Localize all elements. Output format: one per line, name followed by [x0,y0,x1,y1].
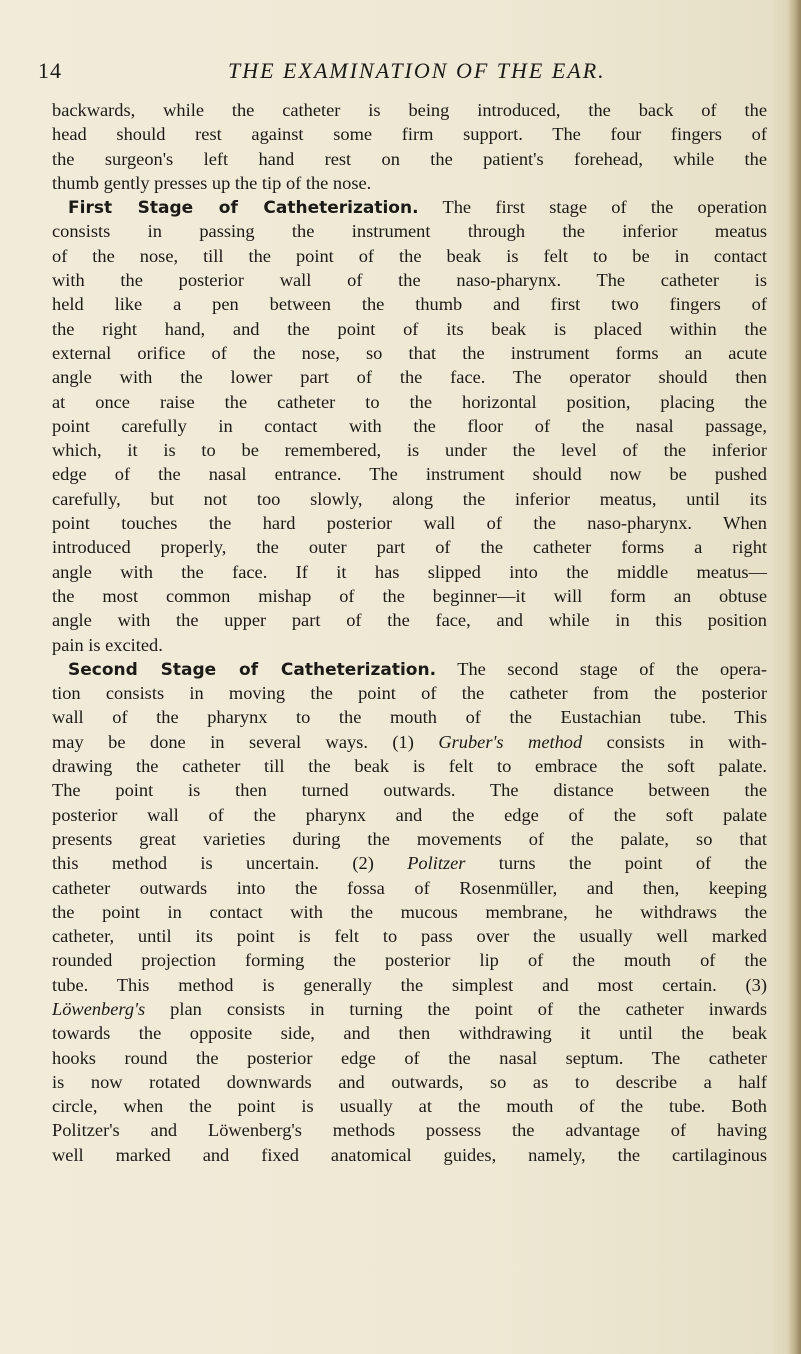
text-line [52,365,767,389]
text-line [52,560,767,584]
text-line [52,973,767,997]
text-line [52,122,767,146]
text-line [52,390,767,414]
text-run: presents great varieties during the movements of the palate, so that [52,828,767,849]
text-line [52,1021,767,1045]
text-run: the surgeon's left hand rest on the patient's forehead, while the [52,148,767,169]
text-line [52,487,767,511]
text-run: pain is excited. [52,634,163,655]
text-run: point carefully in contact with the floor of the nasal passage, [52,415,767,436]
text-line [52,219,767,243]
text-line [52,730,767,754]
text-line [52,147,767,171]
text-line [52,462,767,486]
text-run: which, it is to be remembered, is under the level of the inferior [52,440,767,461]
italic-text: Gruber's method [438,731,583,752]
text-line [52,1118,767,1142]
text-run: of the nose, till the point of the beak is felt to be in contact [52,245,767,266]
text-run: tube. This method is generally the simplest and most certain. (3) [52,974,767,995]
text-run: drawing the catheter till the beak is felt to embrace the soft palate. [52,756,767,777]
text-run: tion consists in moving the point of the catheter from the posterior [52,683,767,704]
text-run: may be done in several ways. (1) [52,731,439,752]
text-line [52,584,767,608]
text-run: thumb gently presses up the tip of the nose. [52,172,372,193]
text-run: consists in passing the instrument through the inferior meatus [52,221,767,242]
text-run: this method is uncertain. (2) [52,853,408,874]
text-run: held like a pen between the thumb and first two fingers of [52,294,767,315]
italic-text: Löwenberg's [52,998,146,1019]
text-line [52,924,767,948]
text-line [52,1143,767,1167]
text-run: hooks round the posterior edge of the nasal septum. The catheter [52,1047,767,1068]
text-run: angle with the upper part of the face, and while in this position [52,610,767,631]
page-number: 14 [38,58,62,83]
text-line [52,438,767,462]
text-line [52,341,767,365]
text-run: catheter, until its point is felt to pass over the usually well marked [52,926,767,947]
text-line [52,195,767,219]
text-run: Politzer's and Löwenberg's methods possess the advantage of having [52,1120,767,1141]
text-run: head should rest against some firm support. The four fingers of [52,124,767,145]
text-line [52,778,767,802]
running-title: THE EXAMINATION OF THE EAR. [228,58,606,83]
text-line [52,268,767,292]
text-run: wall of the pharynx to the mouth of the Eustachian tube. This [52,707,767,728]
text-line [52,511,767,535]
text-line [52,608,767,632]
text-run: well marked and fixed anatomical guides, namely, the cartilaginous [52,1144,767,1165]
text-line [52,1094,767,1118]
section-heading: Second Stage of Catheterization. [68,659,437,680]
text-run: carefully, but not too slowly, along the inferior meatus, until its [52,488,767,509]
text-line [52,1070,767,1094]
text-run: The first stage of the operation [418,197,768,218]
text-line [52,948,767,972]
text-line [52,317,767,341]
page-edge-shadow [787,0,801,1354]
text-run: catheter outwards into the fossa of Rosenmüller, and then, keeping [52,877,767,898]
section-heading: First Stage of Catheterization. [68,198,419,219]
text-run: point touches the hard posterior wall of the naso-pharynx. When [52,513,767,534]
text-line [52,997,767,1021]
italic-text: Politzer [407,853,466,874]
text-run: angle with the face. If it has slipped into the middle meatus— [52,561,767,582]
text-run: the most common mishap of the beginner—it will form an obtuse [52,585,767,606]
text-run: The second stage of the opera- [436,658,768,679]
text-line [52,900,767,924]
text-line [52,681,767,705]
text-run: angle with the lower part of the face. The operator should then [52,367,767,388]
text-run: the point in contact with the mucous membrane, he withdraws the [52,901,767,922]
text-run: external orifice of the nose, so that the instrument forms an acute [52,342,767,363]
text-run: rounded projection forming the posterior lip of the mouth of the [52,950,767,971]
text-run: is now rotated downwards and outwards, so as to describe a half [52,1071,767,1092]
text-run: with the posterior wall of the naso-pharynx. The catheter is [52,270,767,291]
text-run: at once raise the catheter to the horizontal position, placing the [52,391,767,412]
text-line [52,657,767,681]
text-run: backwards, while the catheter is being introduced, the back of the [52,100,767,120]
body-text [52,98,767,1167]
text-line [52,803,767,827]
text-run: plan consists in turning the point of the catheter inwards [145,998,767,1019]
page-header [38,58,768,88]
text-run: posterior wall of the pharynx and the edge of the soft palate [52,804,767,825]
text-line [52,98,767,122]
text-run: The point is then turned outwards. The distance between the [52,780,767,801]
text-line [52,851,767,875]
text-line [52,633,767,657]
text-run: consists in with- [582,731,767,752]
text-line [52,244,767,268]
text-line [52,171,767,195]
text-line [52,414,767,438]
text-line [52,535,767,559]
text-run: turns the point of the [465,853,767,874]
text-line [52,292,767,316]
text-line [52,827,767,851]
text-run: edge of the nasal entrance. The instrument should now be pushed [52,464,767,485]
text-line [52,754,767,778]
text-line [52,1046,767,1070]
text-line [52,876,767,900]
text-line [52,705,767,729]
text-run: the right hand, and the point of its beak is placed within the [52,318,767,339]
text-run: towards the opposite side, and then withdrawing it until the beak [52,1023,767,1044]
text-run: introduced properly, the outer part of the catheter forms a right [52,537,767,558]
text-run: circle, when the point is usually at the mouth of the tube. Both [52,1096,767,1117]
